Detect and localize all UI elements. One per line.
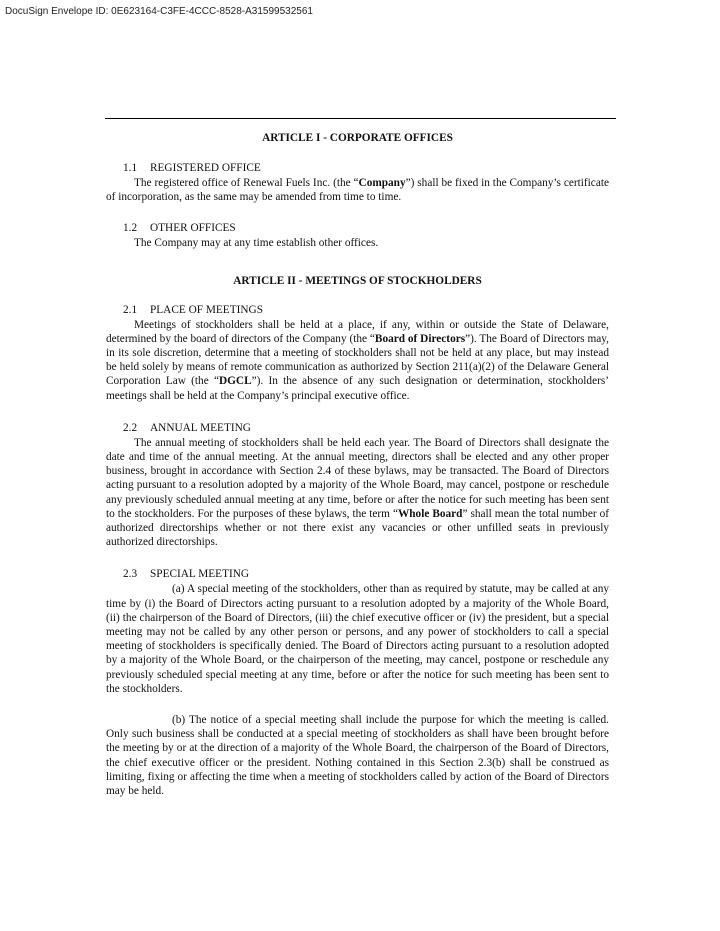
section-2-3b-paragraph: (b) The notice of a special meeting shall include the purpose for which the meeting is called. Only such business shall be conducted at a special meeting of stockholders as shall have been brought before the meeting by or at the direction of a majority of the Whole Board, the chairperson of the Board of Directors, the chief executive officer or the president. Nothing contained in this Section 2.3(b) shall be construed as limiting, fixing or affecting the time when a meeting of stockholders called by action of the Board of Directors may be held. [106,714,609,798]
header-rule [105,118,616,119]
section-2-1-paragraph: Meetings of stockholders shall be held at a place, if any, within or outside the State of Delaware, determined by the board of directors of the Company (the “Board of Directors”). The Board of Directors may, in its sole discretion, determine that a meeting of stockholders shall not be held at any place, but may instead be held solely by means of remote communication as authorized by Section 211(a)(2) of the Delaware General Corporation Law (the “DGCL”). In the absence of any such designation or determination, stockholders’ meetings shall be held at the Company’s principal executive office. [106,318,609,402]
section-2-1-heading [106,303,609,318]
section-1-1-heading [106,161,609,176]
defined-term: Company [358,177,406,189]
section-1-2-heading [106,221,609,236]
section-title: SPECIAL MEETING [150,568,250,581]
section-2-2-paragraph: The annual meeting of stockholders shall be held each year. The Board of Directors shall designate the date and time of the annual meeting. At the annual meeting, directors shall be elected and any other proper business, brought in accordance with Section 2.4 of these bylaws, may be transacted. The Board of Directors acting pursuant to a resolution adopted by a majority of the Whole Board, may cancel, postpone or reschedule any previously scheduled annual meeting at any time, before or after the notice for such meeting has been sent to the stockholders. For the purposes of these bylaws, the term “Whole Board” shall mean the total number of authorized directorships whether or not there exist any vacancies or other unfilled seats in previously authorized directorships. [106,436,609,549]
defined-term: Board of Directors [374,332,466,345]
section-number: 1.2 [123,222,138,235]
article-2-heading: ARTICLE II - MEETINGS OF STOCKHOLDERS [233,274,482,287]
section-number: 2.1 [123,303,138,316]
docusign-envelope-id: DocuSign Envelope ID: 0E623164-C3FE-4CCC-8528-A31599532561 [5,6,313,17]
section-2-2-heading [106,421,609,436]
article-1-heading: ARTICLE I - CORPORATE OFFICES [262,132,453,144]
document-body [106,131,609,798]
defined-term: Whole Board [397,507,463,520]
defined-term: DGCL [218,375,252,388]
section-1-2-paragraph: The Company may at any time establish other offices. [134,237,379,250]
section-title: PLACE OF MEETINGS [150,303,263,316]
section-2-3a-paragraph: (a) A special meeting of the stockholders, other than as required by statute, may be called at any time by (i) the Board of Directors acting pursuant to a resolution adopted by a majority of the Whole Board, (ii) the chairperson of the Board of Directors, (iii) the chief executive officer or (iv) the president, but a special meeting may not be called by any other person or persons, and any power of stockholders to call a special meeting of stockholders is specifically denied. The Board of Directors acting pursuant to a resolution adopted by a majority of the Whole Board, or the chairperson of the meeting, may cancel, postpone or reschedule any previously scheduled special meeting at any time, before or after the notice for such meeting has been sent to the stockholders. [106,583,609,695]
section-1-1-paragraph: The registered office of Renewal Fuels Inc. (the “Company”) shall be fixed in the Company’s certificate of incorporation, as the same may be amended from time to time. [106,177,609,204]
section-title: OTHER OFFICES [150,222,236,235]
section-title: REGISTERED OFFICE [150,162,261,174]
section-title: ANNUAL MEETING [150,421,251,434]
section-2-3-heading [106,567,609,582]
section-number: 2.3 [123,568,138,581]
section-number: 1.1 [123,162,138,174]
section-number: 2.2 [123,421,138,434]
